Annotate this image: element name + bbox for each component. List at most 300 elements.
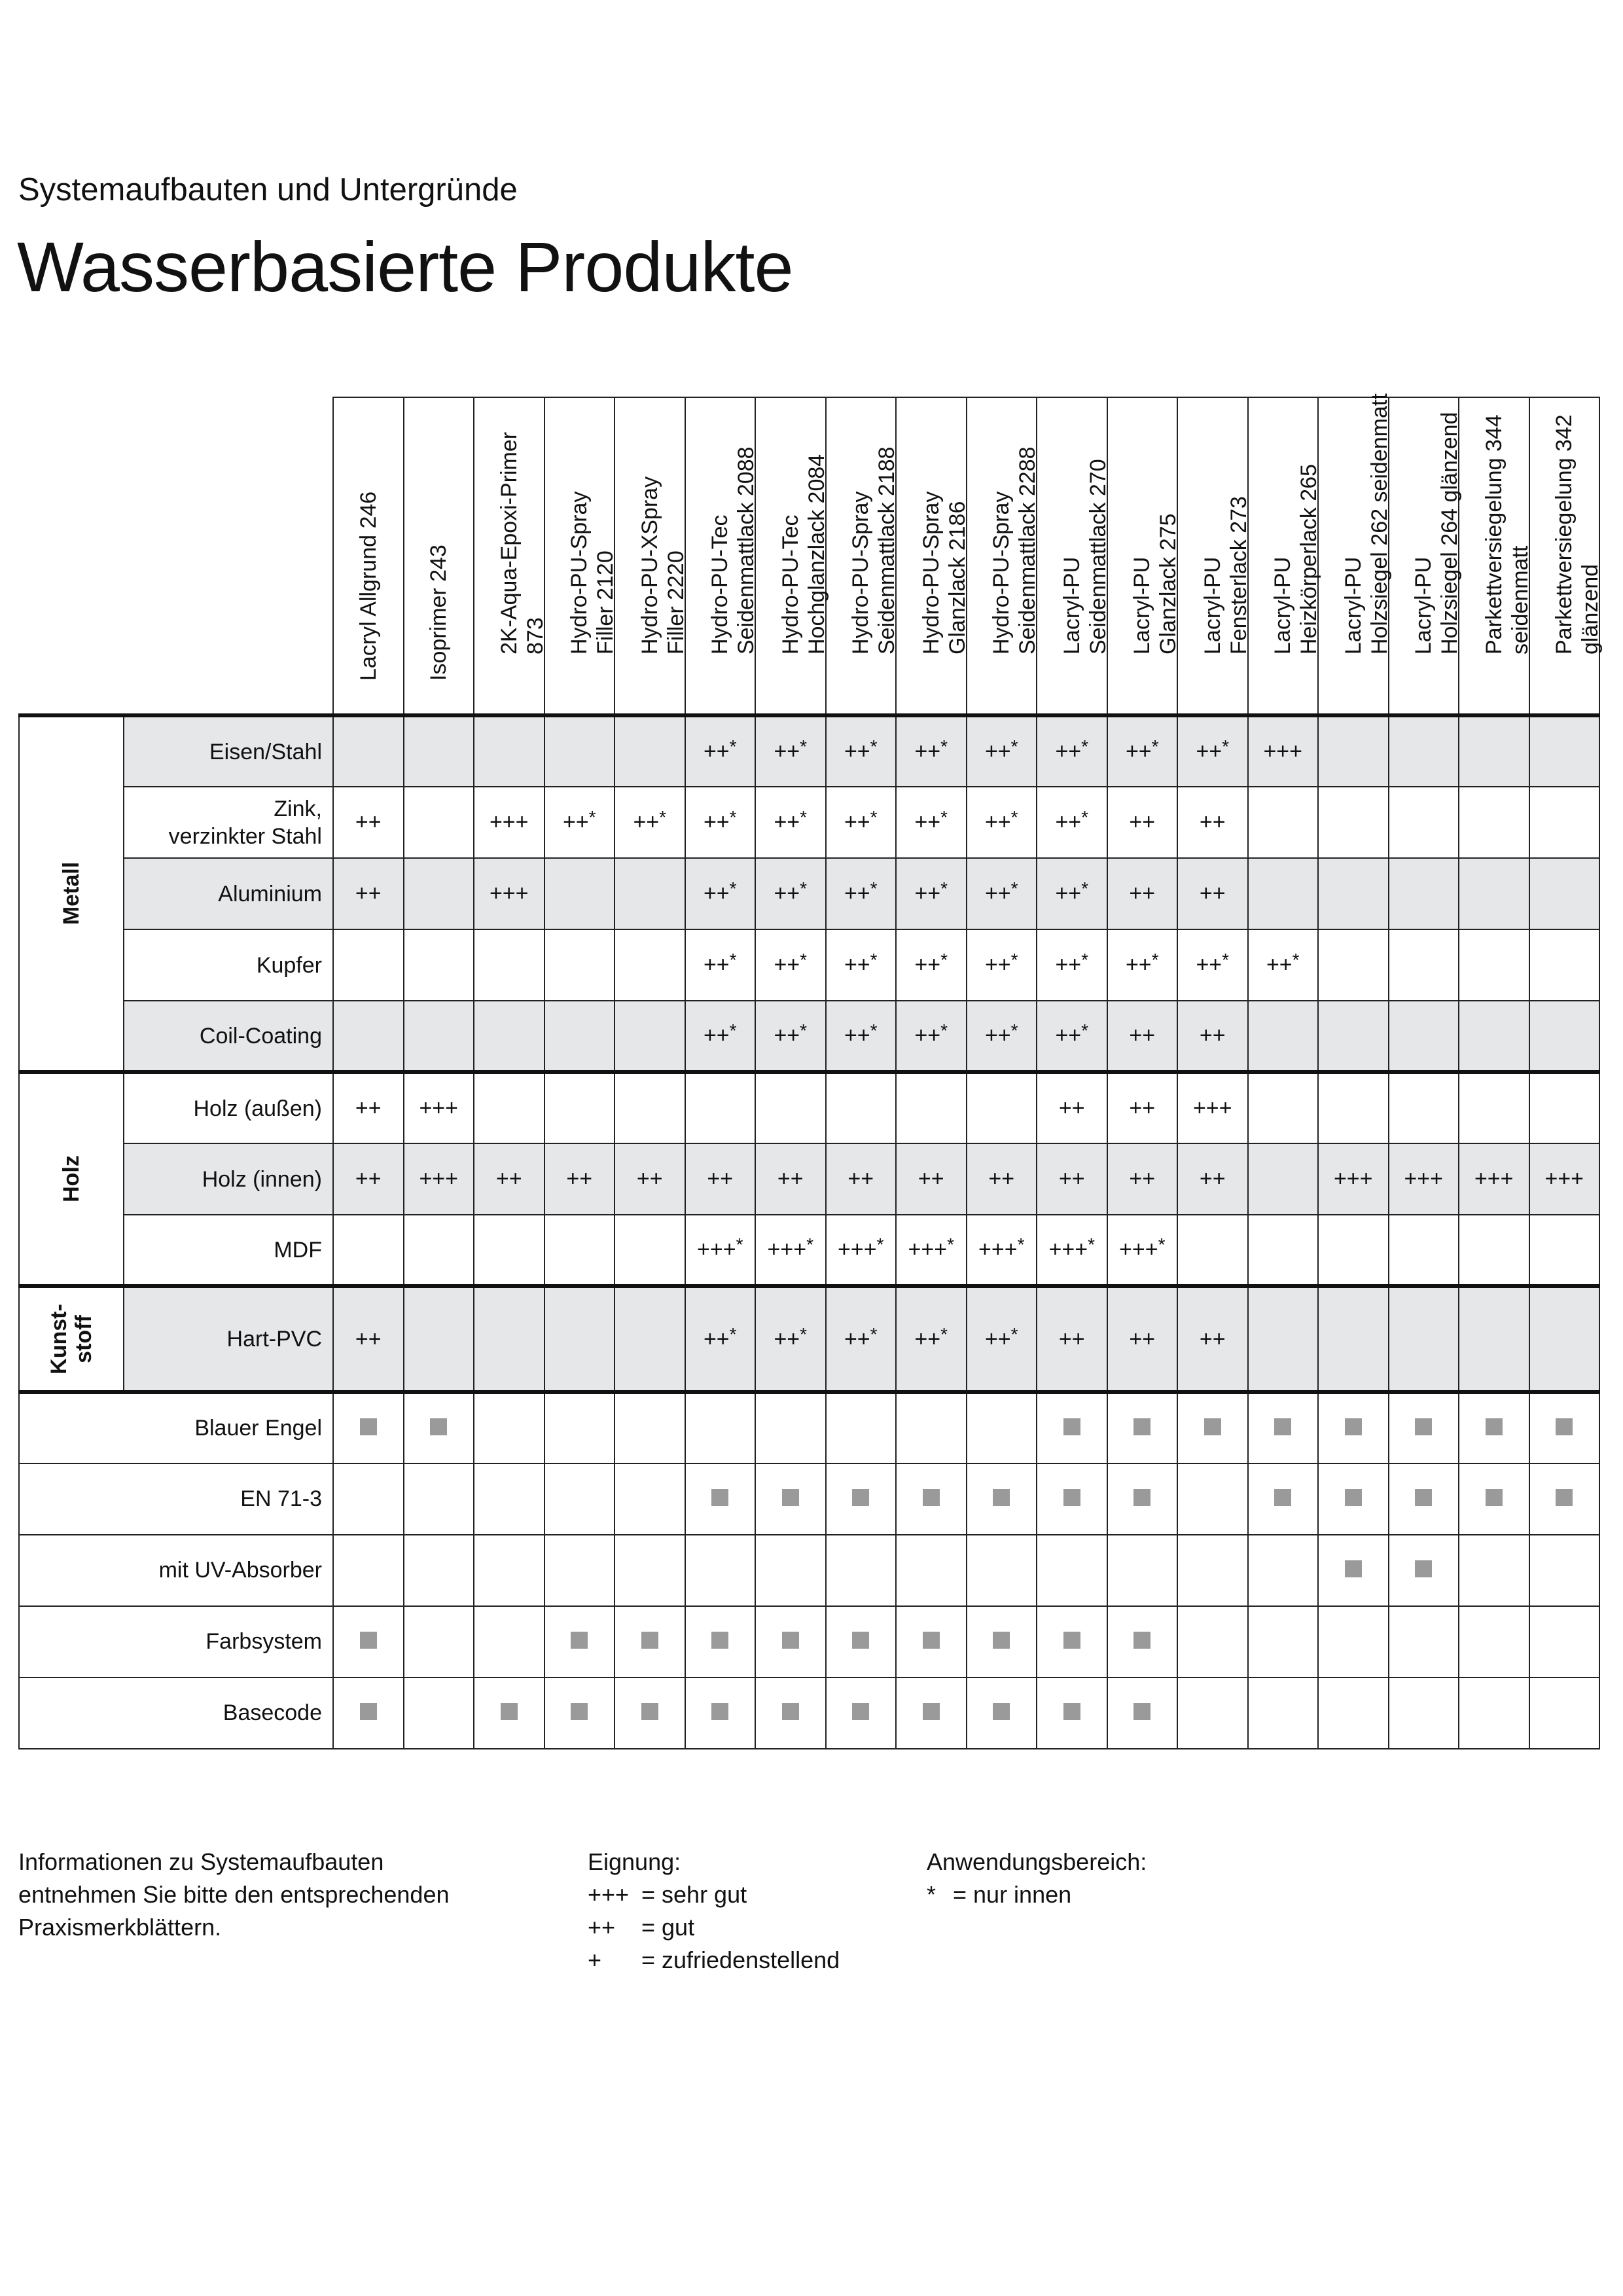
suitability-mark: ++* bbox=[703, 1020, 737, 1048]
table-row bbox=[19, 1143, 1599, 1215]
suitability-mark: ++* bbox=[633, 807, 667, 834]
feature-cell bbox=[826, 1606, 897, 1677]
rating-cell bbox=[1248, 1286, 1319, 1392]
rating-cell bbox=[1037, 1215, 1107, 1286]
rating-cell bbox=[615, 1143, 685, 1215]
product-name bbox=[1200, 347, 1252, 655]
product-name bbox=[496, 347, 548, 655]
suitability-mark: +++* bbox=[767, 1234, 813, 1262]
rating-cell bbox=[333, 715, 404, 787]
square-marker-icon bbox=[1133, 1418, 1150, 1435]
square-marker-icon bbox=[1345, 1489, 1362, 1506]
suitability-mark: ++* bbox=[1266, 950, 1300, 977]
square-marker-icon bbox=[501, 1703, 518, 1720]
rating-cell bbox=[544, 1143, 615, 1215]
suitability-mark: ++* bbox=[914, 878, 948, 906]
feature-cell bbox=[544, 1463, 615, 1535]
rating-cell bbox=[1389, 1286, 1459, 1392]
product-name bbox=[1059, 347, 1111, 655]
rating-cell bbox=[1107, 787, 1178, 858]
feature-cell bbox=[1529, 1606, 1600, 1677]
suitability-mark: +++ bbox=[489, 881, 529, 906]
suitability-mark: ++ bbox=[1199, 810, 1226, 834]
product-name-line: 873 bbox=[522, 617, 548, 655]
product-name-line: Holzsiegel 264 glänzend bbox=[1437, 412, 1463, 655]
suitability-mark: +++* bbox=[908, 1234, 954, 1262]
rating-cell bbox=[896, 858, 967, 929]
rating-cell bbox=[1177, 715, 1248, 787]
table-row bbox=[19, 1072, 1599, 1143]
suitability-mark: ++* bbox=[984, 1020, 1018, 1048]
feature-cell bbox=[474, 1535, 544, 1606]
feature-cell bbox=[967, 1606, 1037, 1677]
suitability-mark: ++* bbox=[914, 1323, 948, 1352]
product-header bbox=[685, 397, 759, 715]
suitability-mark: ++ bbox=[355, 881, 382, 906]
feature-cell bbox=[544, 1677, 615, 1749]
square-marker-icon bbox=[782, 1703, 799, 1720]
product-name-line: Lacryl-PU bbox=[1411, 556, 1436, 655]
suitability-mark: ++* bbox=[844, 1020, 878, 1048]
suitability-mark: +++* bbox=[1048, 1234, 1095, 1262]
suitability-mark: ++* bbox=[774, 736, 808, 764]
feature-cell bbox=[1318, 1606, 1389, 1677]
feature-cell bbox=[967, 1677, 1037, 1749]
rating-cell bbox=[1177, 929, 1248, 1001]
feature-cell bbox=[615, 1677, 685, 1749]
rating-cell bbox=[615, 715, 685, 787]
rating-cell bbox=[1248, 1072, 1319, 1143]
rating-cell bbox=[755, 1286, 826, 1392]
product-name-line: Fensterlack 273 bbox=[1226, 496, 1251, 655]
feature-cell bbox=[1389, 1606, 1459, 1677]
feature-cell bbox=[896, 1535, 967, 1606]
feature-cell bbox=[967, 1392, 1037, 1463]
rating-cell bbox=[826, 1286, 897, 1392]
substrate-label-line: Coil-Coating bbox=[199, 1023, 322, 1049]
rating-cell bbox=[1459, 715, 1529, 787]
substrate-label bbox=[124, 1143, 333, 1215]
rating-cell bbox=[615, 1072, 685, 1143]
table-row bbox=[19, 1215, 1599, 1286]
feature-cell bbox=[1037, 1677, 1107, 1749]
product-name bbox=[566, 347, 618, 655]
product-name bbox=[1551, 347, 1603, 655]
feature-cell bbox=[615, 1606, 685, 1677]
feature-row bbox=[19, 1535, 1599, 1606]
product-name-line: Lacryl-PU bbox=[1340, 556, 1366, 655]
square-marker-icon bbox=[641, 1703, 658, 1720]
suitability-mark: ++ bbox=[1199, 1166, 1226, 1191]
substrate-label-line: Aluminium bbox=[218, 881, 322, 906]
rating-cell bbox=[544, 715, 615, 787]
feature-cell bbox=[1248, 1677, 1319, 1749]
rating-cell bbox=[474, 858, 544, 929]
rating-cell bbox=[1389, 1215, 1459, 1286]
rating-cell bbox=[1248, 787, 1319, 858]
legend-key: + bbox=[588, 1946, 602, 1973]
category-label bbox=[46, 1304, 96, 1374]
rating-cell bbox=[1248, 929, 1319, 1001]
rating-cell bbox=[755, 1072, 826, 1143]
suitability-mark: ++ bbox=[355, 1096, 382, 1121]
rating-cell bbox=[896, 787, 967, 858]
rating-cell bbox=[685, 858, 756, 929]
rating-cell bbox=[1459, 858, 1529, 929]
rating-cell bbox=[1389, 1143, 1459, 1215]
feature-cell bbox=[1177, 1677, 1248, 1749]
feature-cell bbox=[826, 1535, 897, 1606]
rating-cell bbox=[826, 715, 897, 787]
rating-cell bbox=[615, 929, 685, 1001]
rating-cell bbox=[544, 858, 615, 929]
product-name bbox=[707, 347, 759, 655]
suitability-mark: ++* bbox=[774, 878, 808, 906]
table-corner bbox=[19, 397, 333, 715]
rating-cell bbox=[333, 1072, 404, 1143]
rating-cell bbox=[685, 787, 756, 858]
suitability-mark: ++ bbox=[1129, 1096, 1156, 1121]
feature-row bbox=[19, 1677, 1599, 1749]
rating-cell bbox=[1177, 1286, 1248, 1392]
product-header bbox=[1459, 397, 1533, 715]
substrate-label-line: MDF bbox=[274, 1237, 322, 1263]
rating-cell bbox=[615, 1001, 685, 1072]
suitability-mark: ++ bbox=[566, 1166, 593, 1191]
square-marker-icon bbox=[711, 1632, 728, 1649]
suitability-mark: ++* bbox=[774, 950, 808, 977]
rating-cell bbox=[1107, 1072, 1178, 1143]
suitability-mark: ++* bbox=[562, 807, 596, 834]
table-row bbox=[19, 1286, 1599, 1392]
rating-cell bbox=[474, 1001, 544, 1072]
square-marker-icon bbox=[852, 1632, 869, 1649]
suitability-mark: ++* bbox=[914, 950, 948, 977]
rating-cell bbox=[1107, 1001, 1178, 1072]
product-name-line: Hydro-PU-Spray bbox=[567, 491, 592, 655]
rating-cell bbox=[685, 1001, 756, 1072]
product-name bbox=[988, 347, 1041, 655]
feature-cell bbox=[333, 1535, 404, 1606]
rating-cell bbox=[1318, 787, 1389, 858]
rating-cell bbox=[404, 715, 474, 787]
rating-cell bbox=[826, 929, 897, 1001]
feature-label: Farbsystem bbox=[19, 1606, 333, 1677]
legend-key: ++ bbox=[588, 1914, 616, 1941]
substrate-label bbox=[124, 1286, 333, 1392]
square-marker-icon bbox=[852, 1703, 869, 1720]
feature-cell bbox=[755, 1677, 826, 1749]
suitability-mark: ++ bbox=[495, 1166, 522, 1191]
feature-cell bbox=[1248, 1606, 1319, 1677]
rating-cell bbox=[544, 929, 615, 1001]
rating-cell bbox=[1459, 787, 1529, 858]
feature-cell bbox=[1107, 1677, 1178, 1749]
rating-cell bbox=[404, 929, 474, 1001]
suitability-mark: ++* bbox=[914, 1020, 948, 1048]
suitability-mark: +++* bbox=[978, 1234, 1025, 1262]
rating-cell bbox=[404, 787, 474, 858]
rating-cell bbox=[896, 1143, 967, 1215]
square-marker-icon bbox=[1204, 1418, 1221, 1435]
category-cell bbox=[19, 715, 124, 1072]
rating-cell bbox=[333, 1286, 404, 1392]
rating-cell bbox=[333, 1143, 404, 1215]
product-header bbox=[615, 397, 688, 715]
rating-cell bbox=[1037, 929, 1107, 1001]
product-name bbox=[1410, 347, 1463, 655]
suitability-mark: ++ bbox=[636, 1166, 663, 1191]
square-marker-icon bbox=[1556, 1418, 1573, 1435]
rating-cell bbox=[1318, 1072, 1389, 1143]
feature-cell bbox=[1037, 1535, 1107, 1606]
rating-cell bbox=[826, 787, 897, 858]
product-header bbox=[967, 397, 1041, 715]
feature-cell bbox=[1459, 1606, 1529, 1677]
rating-cell bbox=[1037, 1072, 1107, 1143]
suitability-mark: +++ bbox=[1544, 1166, 1584, 1191]
feature-cell bbox=[404, 1535, 474, 1606]
rating-cell bbox=[1177, 787, 1248, 858]
legend-title: Anwendungsbereich: bbox=[927, 1848, 1147, 1875]
suitability-mark: +++ bbox=[1333, 1166, 1373, 1191]
product-header bbox=[1177, 397, 1251, 715]
product-name bbox=[355, 373, 382, 681]
rating-cell bbox=[685, 929, 756, 1001]
application-legend bbox=[927, 1846, 1147, 1911]
product-name bbox=[1340, 347, 1393, 655]
rating-cell bbox=[1107, 1286, 1178, 1392]
rating-cell bbox=[1318, 1286, 1389, 1392]
rating-cell bbox=[896, 929, 967, 1001]
rating-cell bbox=[826, 1215, 897, 1286]
legend-key: * bbox=[927, 1881, 936, 1908]
feature-cell bbox=[896, 1392, 967, 1463]
square-marker-icon bbox=[641, 1632, 658, 1649]
feature-cell bbox=[1177, 1535, 1248, 1606]
product-name-line: Hydro-PU-XSpray bbox=[637, 476, 662, 655]
substrate-label bbox=[124, 858, 333, 929]
feature-cell bbox=[896, 1677, 967, 1749]
rating-cell bbox=[967, 1143, 1037, 1215]
feature-cell bbox=[685, 1606, 756, 1677]
rating-cell bbox=[755, 715, 826, 787]
feature-cell bbox=[544, 1535, 615, 1606]
rating-cell bbox=[333, 858, 404, 929]
rating-cell bbox=[544, 1072, 615, 1143]
rating-cell bbox=[1529, 1072, 1600, 1143]
feature-cell bbox=[1107, 1463, 1178, 1535]
info-note bbox=[18, 1846, 450, 1944]
feature-cell bbox=[1177, 1392, 1248, 1463]
suitability-mark: ++* bbox=[984, 1323, 1018, 1352]
square-marker-icon bbox=[1133, 1632, 1150, 1649]
rating-cell bbox=[1037, 1143, 1107, 1215]
rating-cell bbox=[544, 1286, 615, 1392]
feature-cell bbox=[1318, 1392, 1389, 1463]
rating-cell bbox=[1107, 858, 1178, 929]
substrate-label-line: Holz (außen) bbox=[193, 1096, 322, 1121]
rating-cell bbox=[755, 1215, 826, 1286]
suitability-mark: +++* bbox=[838, 1234, 884, 1262]
square-marker-icon bbox=[360, 1703, 377, 1720]
category-label bbox=[59, 1155, 84, 1202]
product-name-line: Seidenmattlack 270 bbox=[1085, 459, 1111, 655]
product-name bbox=[1270, 347, 1322, 655]
feature-cell bbox=[1459, 1463, 1529, 1535]
rating-cell bbox=[474, 715, 544, 787]
category-label-line: Holz bbox=[59, 1155, 84, 1202]
rating-cell bbox=[1529, 858, 1600, 929]
feature-cell bbox=[1248, 1463, 1319, 1535]
feature-cell bbox=[755, 1535, 826, 1606]
feature-cell bbox=[1389, 1535, 1459, 1606]
product-name-line: Heizkörperlack 265 bbox=[1296, 463, 1322, 655]
rating-cell bbox=[474, 1215, 544, 1286]
product-name-line: Parkettversiegelung 344 bbox=[1481, 414, 1507, 655]
rating-cell bbox=[544, 1215, 615, 1286]
suitability-mark: ++ bbox=[918, 1166, 944, 1191]
product-header bbox=[1037, 397, 1111, 715]
product-header bbox=[1248, 397, 1322, 715]
product-name bbox=[847, 347, 900, 655]
rating-cell bbox=[826, 1143, 897, 1215]
rating-cell bbox=[967, 1286, 1037, 1392]
feature-cell bbox=[404, 1606, 474, 1677]
suitability-mark: ++ bbox=[1129, 1023, 1156, 1048]
rating-cell bbox=[1529, 1143, 1600, 1215]
rating-cell bbox=[1459, 929, 1529, 1001]
suitability-mark: +++ bbox=[489, 810, 529, 834]
rating-cell bbox=[404, 1215, 474, 1286]
suitability-mark: ++* bbox=[914, 807, 948, 834]
square-marker-icon bbox=[360, 1632, 377, 1649]
category-label-line: Kunst- bbox=[46, 1303, 71, 1374]
square-marker-icon bbox=[1063, 1418, 1080, 1435]
feature-cell bbox=[1389, 1392, 1459, 1463]
rating-cell bbox=[1107, 1215, 1178, 1286]
info-line: entnehmen Sie bitte den entsprechenden bbox=[18, 1881, 450, 1908]
product-name bbox=[1481, 347, 1533, 655]
category-cell bbox=[19, 1072, 124, 1286]
suitability-mark: ++ bbox=[1058, 1096, 1085, 1121]
substrate-label bbox=[124, 929, 333, 1001]
category-cell bbox=[19, 1286, 124, 1392]
rating-cell bbox=[1177, 1001, 1248, 1072]
product-name-line: 2K-Aqua-Epoxi-Primer bbox=[496, 431, 522, 655]
rating-cell bbox=[474, 929, 544, 1001]
rating-cell bbox=[826, 1072, 897, 1143]
header-row bbox=[19, 397, 1599, 715]
substrate-label-line: Eisen/Stahl bbox=[209, 739, 322, 764]
rating-cell bbox=[1318, 1143, 1389, 1215]
rating-cell bbox=[1037, 715, 1107, 787]
product-header bbox=[896, 397, 970, 715]
feature-cell bbox=[967, 1463, 1037, 1535]
square-marker-icon bbox=[1063, 1703, 1080, 1720]
product-name-line: Lacryl-PU bbox=[1200, 556, 1225, 655]
feature-cell bbox=[474, 1463, 544, 1535]
feature-cell bbox=[1318, 1535, 1389, 1606]
suitability-mark: +++ bbox=[1404, 1166, 1444, 1191]
product-header bbox=[544, 397, 618, 715]
legend-key: +++ bbox=[588, 1881, 630, 1908]
product-name-line: Seidenmattlack 2188 bbox=[874, 446, 900, 655]
product-name-line: Hydro-PU-Tec bbox=[777, 514, 803, 655]
rating-cell bbox=[896, 1286, 967, 1392]
feature-cell bbox=[896, 1463, 967, 1535]
substrate-label-line: Holz (innen) bbox=[202, 1166, 322, 1192]
product-header bbox=[826, 397, 900, 715]
suitability-mark: ++ bbox=[1129, 1326, 1156, 1352]
feature-row bbox=[19, 1392, 1599, 1463]
feature-cell bbox=[1177, 1463, 1248, 1535]
feature-cell bbox=[1318, 1677, 1389, 1749]
square-marker-icon bbox=[571, 1632, 588, 1649]
feature-label: EN 71-3 bbox=[19, 1463, 333, 1535]
product-name-line: Filler 2220 bbox=[663, 550, 688, 655]
rating-cell bbox=[474, 1072, 544, 1143]
feature-cell bbox=[1177, 1606, 1248, 1677]
suitability-mark: ++* bbox=[1196, 950, 1230, 977]
feature-cell bbox=[1459, 1535, 1529, 1606]
suitability-mark: ++ bbox=[1129, 810, 1156, 834]
square-marker-icon bbox=[993, 1703, 1010, 1720]
square-marker-icon bbox=[1133, 1489, 1150, 1506]
product-name bbox=[777, 347, 830, 655]
suitability-mark: ++* bbox=[774, 807, 808, 834]
product-name-line: Glanzlack 275 bbox=[1156, 513, 1181, 655]
suitability-mark: ++* bbox=[914, 736, 948, 764]
rating-cell bbox=[1389, 858, 1459, 929]
feature-cell bbox=[685, 1463, 756, 1535]
rating-cell bbox=[615, 858, 685, 929]
rating-cell bbox=[1529, 715, 1600, 787]
product-header bbox=[1529, 397, 1603, 715]
substrate-label bbox=[124, 1001, 333, 1072]
feature-cell bbox=[1459, 1677, 1529, 1749]
rating-cell bbox=[615, 1215, 685, 1286]
square-marker-icon bbox=[711, 1703, 728, 1720]
product-name-line: Seidenmattlack 2088 bbox=[734, 446, 759, 655]
product-name-line: Hydro-PU-Tec bbox=[707, 514, 733, 655]
feature-cell bbox=[333, 1606, 404, 1677]
rating-cell bbox=[1529, 1215, 1600, 1286]
suitability-mark: ++* bbox=[703, 1323, 737, 1352]
rating-cell bbox=[967, 1072, 1037, 1143]
category-label bbox=[59, 862, 84, 925]
category-label-line: stoff bbox=[71, 1314, 96, 1363]
category-label-line: Metall bbox=[58, 861, 84, 925]
square-marker-icon bbox=[1274, 1489, 1291, 1506]
rating-cell bbox=[1318, 1215, 1389, 1286]
square-marker-icon bbox=[1063, 1632, 1080, 1649]
feature-cell bbox=[615, 1463, 685, 1535]
feature-label: mit UV-Absorber bbox=[19, 1535, 333, 1606]
feature-cell bbox=[544, 1392, 615, 1463]
page-title: Wasserbasierte Produkte bbox=[17, 227, 793, 306]
rating-cell bbox=[544, 1001, 615, 1072]
rating-cell bbox=[685, 1072, 756, 1143]
feature-cell bbox=[755, 1392, 826, 1463]
rating-cell bbox=[1248, 858, 1319, 929]
substrate-label-line: Zink, bbox=[274, 796, 322, 821]
rating-cell bbox=[1037, 1286, 1107, 1392]
feature-cell bbox=[1459, 1392, 1529, 1463]
feature-cell bbox=[685, 1535, 756, 1606]
suitability-mark: ++ bbox=[777, 1166, 804, 1191]
rating-cell bbox=[826, 858, 897, 929]
